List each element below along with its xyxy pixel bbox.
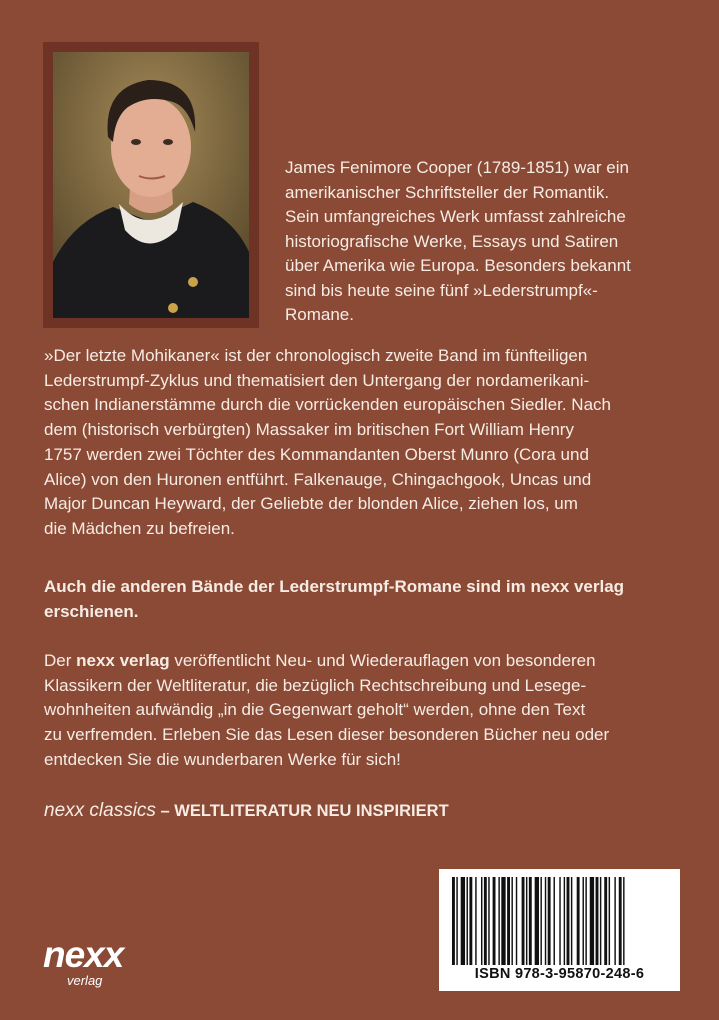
- series-note-line: Auch die anderen Bände der Lederstrumpf-Romane sind im nexx verlag: [44, 577, 625, 596]
- barcode-bar: [484, 877, 487, 965]
- barcode-bar: [619, 877, 622, 965]
- description-line: Alice) von den Huronen entführt. Falkenauge, Chingachgook, Uncas und: [44, 469, 592, 489]
- author-bio: [285, 156, 685, 328]
- bio-line: James Fenimore Cooper (1789-1851) war ein: [285, 158, 629, 177]
- publisher-line-pre: Der: [44, 651, 77, 670]
- barcode-bar: [507, 877, 510, 965]
- description-line: die Mädchen zu befreien.: [44, 518, 235, 538]
- barcode-bar: [614, 877, 615, 965]
- barcode-bar: [467, 877, 468, 965]
- tagline-brand: nexx classics: [44, 800, 156, 821]
- description-line: schen Indianerstämme durch die vorrückenden europäischen Siedler. Nach: [44, 395, 611, 415]
- barcode-bar: [456, 877, 457, 965]
- barcode-bar: [577, 877, 580, 965]
- description-line: dem (historisch verbürgten) Massaker im britischen Fort William Henry: [44, 420, 574, 440]
- isbn-barcode: [439, 869, 680, 991]
- barcode-bar: [623, 877, 624, 965]
- publisher-line: zu verfremden. Erleben Sie das Lesen dieser besonderen Bücher neu oder: [44, 725, 610, 745]
- series-note: [44, 575, 684, 624]
- barcode-bar: [596, 877, 599, 965]
- barcode-bar: [590, 877, 594, 965]
- logo-subtitle: verlag: [67, 973, 103, 988]
- barcode-bar: [585, 877, 586, 965]
- barcode-bar: [571, 877, 572, 965]
- logo-wordmark: nexx: [43, 934, 124, 975]
- barcode-bar: [516, 877, 517, 965]
- barcode-bar: [548, 877, 551, 965]
- bio-line: sind bis heute seine fünf »Lederstrumpf«-: [285, 280, 598, 300]
- bio-line: historiografische Werke, Essays und Satiren: [285, 231, 619, 251]
- description-line: »Der letzte Mohikaner« ist der chronologisch zweite Band im fünfteiligen: [44, 346, 588, 365]
- barcode-bar: [498, 877, 499, 965]
- tagline-claim: – WELTLITERATUR NEU INSPIRIERT: [155, 802, 449, 820]
- barcode-bar: [540, 877, 541, 965]
- publisher-name: nexx verlag: [76, 651, 170, 670]
- description-line: Major Duncan Heyward, der Geliebte der blonden Alice, ziehen los, um: [44, 494, 578, 514]
- bio-line: Romane.: [285, 305, 354, 324]
- publisher-line: wohnheiten aufwändig „in die Gegenwart geholt“ werden, ohne den Text: [44, 700, 586, 720]
- barcode-bar: [488, 877, 489, 965]
- publisher-line-post: veröffentlicht Neu- und Wiederauflagen von besonderen: [169, 651, 596, 670]
- description-line: Lederstrumpf-Zyklus und thematisiert den Untergang der nordamerikani-: [44, 370, 590, 390]
- barcode-bar: [564, 877, 565, 965]
- barcode-bar: [522, 877, 525, 965]
- book-description: [44, 344, 684, 542]
- barcode-bar: [529, 877, 532, 965]
- author-portrait: [53, 52, 249, 318]
- barcode-bar: [567, 877, 570, 965]
- bio-line: Sein umfangreiches Werk umfasst zahlreiche: [285, 207, 626, 226]
- author-portrait-frame: [43, 42, 259, 328]
- barcode-bar: [554, 877, 555, 965]
- publisher-line: [44, 649, 684, 674]
- isbn-number: ISBN 978-3-95870-248-6: [474, 966, 645, 982]
- publisher-line: entdecken Sie die wunderbaren Werke für sich!: [44, 749, 401, 769]
- publisher-text: [44, 649, 684, 773]
- barcode-bar: [535, 877, 539, 965]
- barcode-bar: [511, 877, 512, 965]
- barcode-bar: [583, 877, 584, 965]
- barcode-bar: [609, 877, 610, 965]
- barcode-bar: [481, 877, 482, 965]
- barcode-bar: [493, 877, 496, 965]
- barcode-bar: [600, 877, 601, 965]
- description-line: 1757 werden zwei Töchter des Kommandanten Oberst Munro (Cora und: [44, 444, 589, 464]
- publisher-line: Klassikern der Weltliteratur, die bezüglich Rechtschreibung und Lesege-: [44, 675, 587, 695]
- bio-line: über Amerika wie Europa. Besonders bekannt: [285, 256, 631, 275]
- series-tagline: [44, 800, 449, 822]
- series-note-line: erschienen.: [44, 601, 139, 621]
- barcode-bar: [475, 877, 476, 965]
- bio-line: amerikanischer Schriftsteller der Romantik.: [285, 182, 610, 202]
- barcode-bar: [469, 877, 472, 965]
- publisher-logo: [43, 935, 153, 995]
- barcode-bar: [559, 877, 560, 965]
- barcode-bar: [452, 877, 455, 965]
- barcode-bar: [501, 877, 505, 965]
- barcode-bar: [526, 877, 527, 965]
- barcode-bars: [452, 877, 667, 965]
- barcode-bar: [604, 877, 607, 965]
- barcode-bar: [545, 877, 546, 965]
- barcode-bar: [461, 877, 465, 965]
